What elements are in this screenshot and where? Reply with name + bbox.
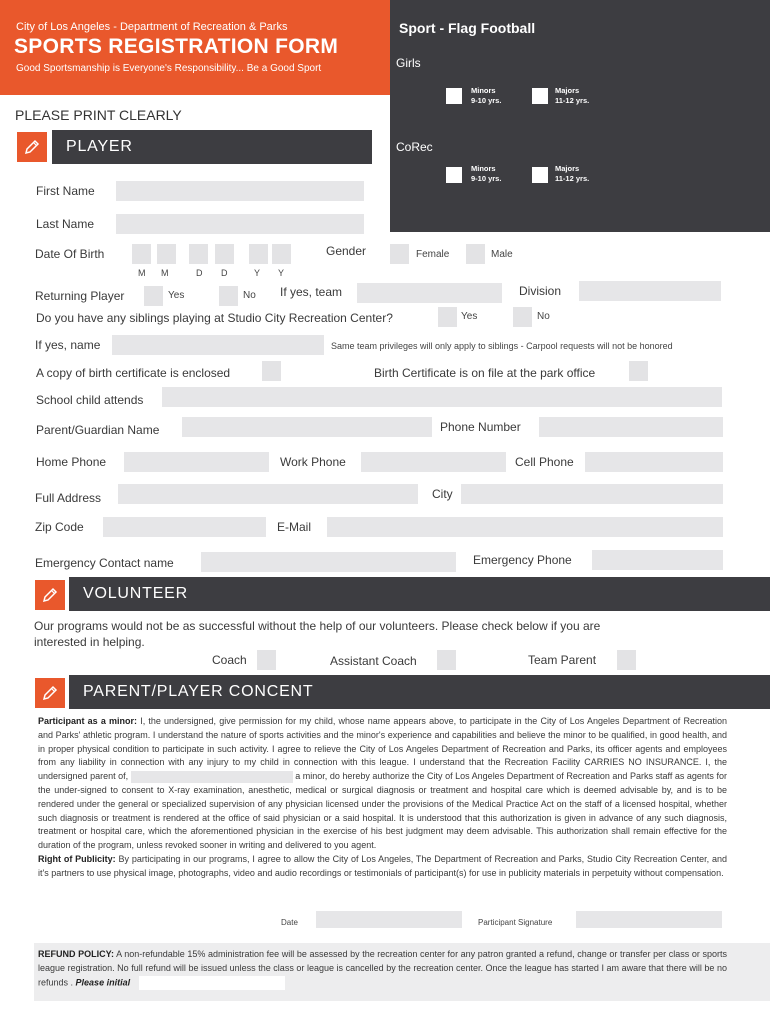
form-tagline: Good Sportsmanship is Everyone's Responsibility... Be a Good Sport	[16, 63, 322, 74]
female-label: Female	[416, 249, 450, 260]
division-label: Division	[519, 284, 562, 298]
player-section-bar	[52, 130, 372, 164]
minor-name-field[interactable]	[131, 771, 293, 783]
guardian-field[interactable]	[182, 417, 432, 437]
returning-player-label: Returning Player	[35, 289, 125, 303]
signature-label: Participant Signature	[478, 918, 553, 927]
email-label: E-Mail	[277, 520, 312, 534]
school-field[interactable]	[162, 387, 722, 407]
siblings-question: Do you have any siblings playing at Studio City Recreation Center?	[36, 311, 393, 325]
returning-no-label: No	[243, 290, 256, 301]
dob-label: Date Of Birth	[35, 247, 105, 261]
pencil-icon	[35, 678, 65, 708]
birth-cert-enclosed-label: A copy of birth certificate is enclosed	[36, 366, 231, 380]
male-label: Male	[491, 249, 513, 260]
consent-section-bar	[69, 675, 770, 709]
department-name: City of Los Angeles - Department of Recreation & Parks	[16, 21, 288, 33]
school-label: School child attends	[36, 393, 144, 407]
phone-field[interactable]	[539, 417, 723, 437]
cell-phone-label: Cell Phone	[515, 455, 574, 469]
home-phone-field[interactable]	[124, 452, 269, 472]
volunteer-intro-line2: interested in helping.	[34, 635, 145, 649]
print-clearly-note: PLEASE PRINT CLEARLY	[15, 107, 182, 123]
signature-field[interactable]	[576, 911, 722, 928]
volunteer-section-bar	[69, 577, 770, 611]
siblings-yes-label: Yes	[461, 311, 478, 322]
birth-cert-on-file-label: Birth Certificate is on file at the park office	[374, 366, 596, 380]
dob-day-2-box[interactable]	[215, 244, 234, 264]
last-name-label: Last Name	[36, 217, 95, 231]
corec-minors-label: Minors 9-10 yrs.	[471, 164, 502, 183]
guardian-label: Parent/Guardian Name	[36, 423, 160, 437]
city-field[interactable]	[461, 484, 723, 504]
girls-label: Girls	[396, 56, 421, 70]
pencil-icon	[17, 132, 47, 162]
team-parent-checkbox[interactable]	[617, 650, 636, 670]
refund-text: A non-refundable 15% administration fee will be assessed by the recreation center for any patron granted a refund, change or transfer per class or sports league registration. No full refund will be issued unless the class or league is cancelled by the recreation center. Once the league has started I am aware that there will be no refunds .	[38, 949, 728, 987]
girls-majors-checkbox[interactable]	[532, 88, 548, 104]
dob-hint-m1: M	[138, 268, 146, 278]
city-label: City	[432, 487, 453, 501]
participant-minor-label: Participant as a minor:	[38, 716, 138, 726]
siblings-yes-checkbox[interactable]	[438, 307, 457, 327]
assistant-coach-checkbox[interactable]	[437, 650, 456, 670]
initial-field[interactable]	[139, 976, 285, 990]
sibling-note: Same team privileges will only apply to siblings - Carpool requests will not be honored	[331, 341, 673, 351]
corec-majors-label: Majors 11-12 yrs.	[555, 164, 590, 183]
emergency-name-field[interactable]	[201, 552, 456, 572]
refund-label: REFUND POLICY:	[38, 949, 114, 959]
birth-cert-enclosed-checkbox[interactable]	[262, 361, 281, 381]
form-header	[0, 0, 390, 95]
returning-yes-label: Yes	[168, 290, 185, 301]
corec-label: CoRec	[396, 140, 433, 154]
returning-no-checkbox[interactable]	[219, 286, 238, 306]
team-parent-label: Team Parent	[528, 653, 597, 667]
volunteer-heading: VOLUNTEER	[83, 585, 188, 602]
volunteer-intro-line1: Our programs would not be as successful without the help of our volunteers. Please check below if you are	[34, 619, 601, 633]
work-phone-label: Work Phone	[280, 455, 346, 469]
home-phone-label: Home Phone	[36, 455, 107, 469]
zip-label: Zip Code	[35, 520, 84, 534]
work-phone-field[interactable]	[361, 452, 506, 472]
division-field[interactable]	[579, 281, 721, 301]
male-checkbox[interactable]	[466, 244, 485, 264]
date-field[interactable]	[316, 911, 462, 928]
date-label: Date	[281, 918, 298, 927]
sibling-name-field[interactable]	[112, 335, 324, 355]
dob-hint-d1: D	[196, 268, 203, 278]
participant-text-a: I, the undersigned, give permission for my child, whose name appears above, to participate in the City of Los Angeles Department of Recreation and Parks' athletic program. I understand the nature of sports activities and the minor's experience and capabilities and believe the minor to be qualified, in good health, and in proper physical condition to participate in such activity. I agree to relieve the City of Los Angeles Department of Recreation and Parks, its officer agents and employees from any liability in connection with any injury to my child in connection with this league. I understand that the Recreation Facility CARRIES NO INSURANCE. I, the undersigned parent of,	[38, 716, 727, 782]
girls-majors-label: Majors 11-12 yrs.	[555, 86, 590, 105]
gender-label: Gender	[326, 244, 367, 258]
birth-cert-on-file-checkbox[interactable]	[629, 361, 648, 381]
siblings-no-checkbox[interactable]	[513, 307, 532, 327]
phone-label: Phone Number	[440, 420, 521, 434]
publicity-label: Right of Publicity:	[38, 853, 116, 864]
assistant-coach-label: Assistant Coach	[330, 654, 417, 668]
dob-year-1-box[interactable]	[249, 244, 268, 264]
player-heading: PLAYER	[66, 138, 133, 155]
coach-checkbox[interactable]	[257, 650, 276, 670]
corec-majors-checkbox[interactable]	[532, 167, 548, 183]
pencil-icon	[35, 580, 65, 610]
emergency-phone-field[interactable]	[592, 550, 723, 570]
dob-hint-y2: Y	[278, 268, 285, 278]
consent-paragraph	[38, 715, 727, 881]
dob-month-2-box[interactable]	[157, 244, 176, 264]
girls-minors-checkbox[interactable]	[446, 88, 462, 104]
if-yes-team-label: If yes, team	[280, 285, 343, 299]
publicity-text: By participating in our programs, I agree to allow the City of Los Angeles, The Department of Recreation and Parks, Studio City Recreation Center, and it's partners to use physical image, photographs, video and audio recordings or testimonials of participant(s) for use in publicity materials in perpetuity without compensation.	[38, 853, 727, 878]
team-field[interactable]	[357, 283, 502, 303]
refund-paragraph	[38, 948, 727, 990]
girls-minors-label: Minors 9-10 yrs.	[471, 86, 502, 105]
dob-hint-y1: Y	[254, 268, 261, 278]
sport-title: Sport - Flag Football	[399, 20, 536, 36]
email-field[interactable]	[327, 517, 723, 537]
dob-month-1-box[interactable]	[132, 244, 151, 264]
form-title: SPORTS REGISTRATION FORM	[14, 35, 339, 58]
corec-minors-checkbox[interactable]	[446, 167, 462, 183]
coach-label: Coach	[212, 653, 247, 667]
initial-label: Please initial	[75, 976, 131, 987]
sport-panel	[390, 0, 770, 232]
emergency-name-label: Emergency Contact name	[35, 556, 174, 570]
returning-yes-checkbox[interactable]	[144, 286, 163, 306]
consent-heading: PARENT/PLAYER CONCENT	[83, 683, 314, 700]
dob-year-2-box[interactable]	[272, 244, 291, 264]
sibling-name-label: If yes, name	[35, 338, 101, 352]
first-name-label: First Name	[36, 184, 95, 198]
address-label: Full Address	[35, 491, 102, 505]
address-field[interactable]	[118, 484, 418, 504]
emergency-phone-label: Emergency Phone	[473, 553, 572, 567]
dob-hint-m2: M	[161, 268, 169, 278]
participant-text-b: a minor, do hereby authorize the City of Los Angeles Department of Recreation and Parks staff as agents for the under-signed to consent to X-ray examination, anesthetic, medical or surgical diagnosis or treatment and hospital care which is deemed advisable by, and is to be rendered under the general or specialized supervision of any physician licensed under the provisions of the Medical Practice Act on the staff of a licensed hospital, whether such diagnosis or treatment is rendered at the office of said physician or a said hospital. It is understood that this authorization is given in advance of any such diagnosis, treatment or hospital care, which the aforementioned physician in the exercise of his best judgment may deem advisable. This authorization shall remain effective for the duration of the program, unless revoked sooner in writing and delivered to you agent.	[38, 771, 727, 851]
dob-hint-d2: D	[221, 268, 228, 278]
cell-phone-field[interactable]	[585, 452, 723, 472]
siblings-no-label: No	[537, 311, 550, 322]
first-name-field[interactable]	[116, 181, 364, 201]
dob-day-1-box[interactable]	[189, 244, 208, 264]
last-name-field[interactable]	[116, 214, 364, 234]
female-checkbox[interactable]	[390, 244, 409, 264]
zip-field[interactable]	[103, 517, 266, 537]
